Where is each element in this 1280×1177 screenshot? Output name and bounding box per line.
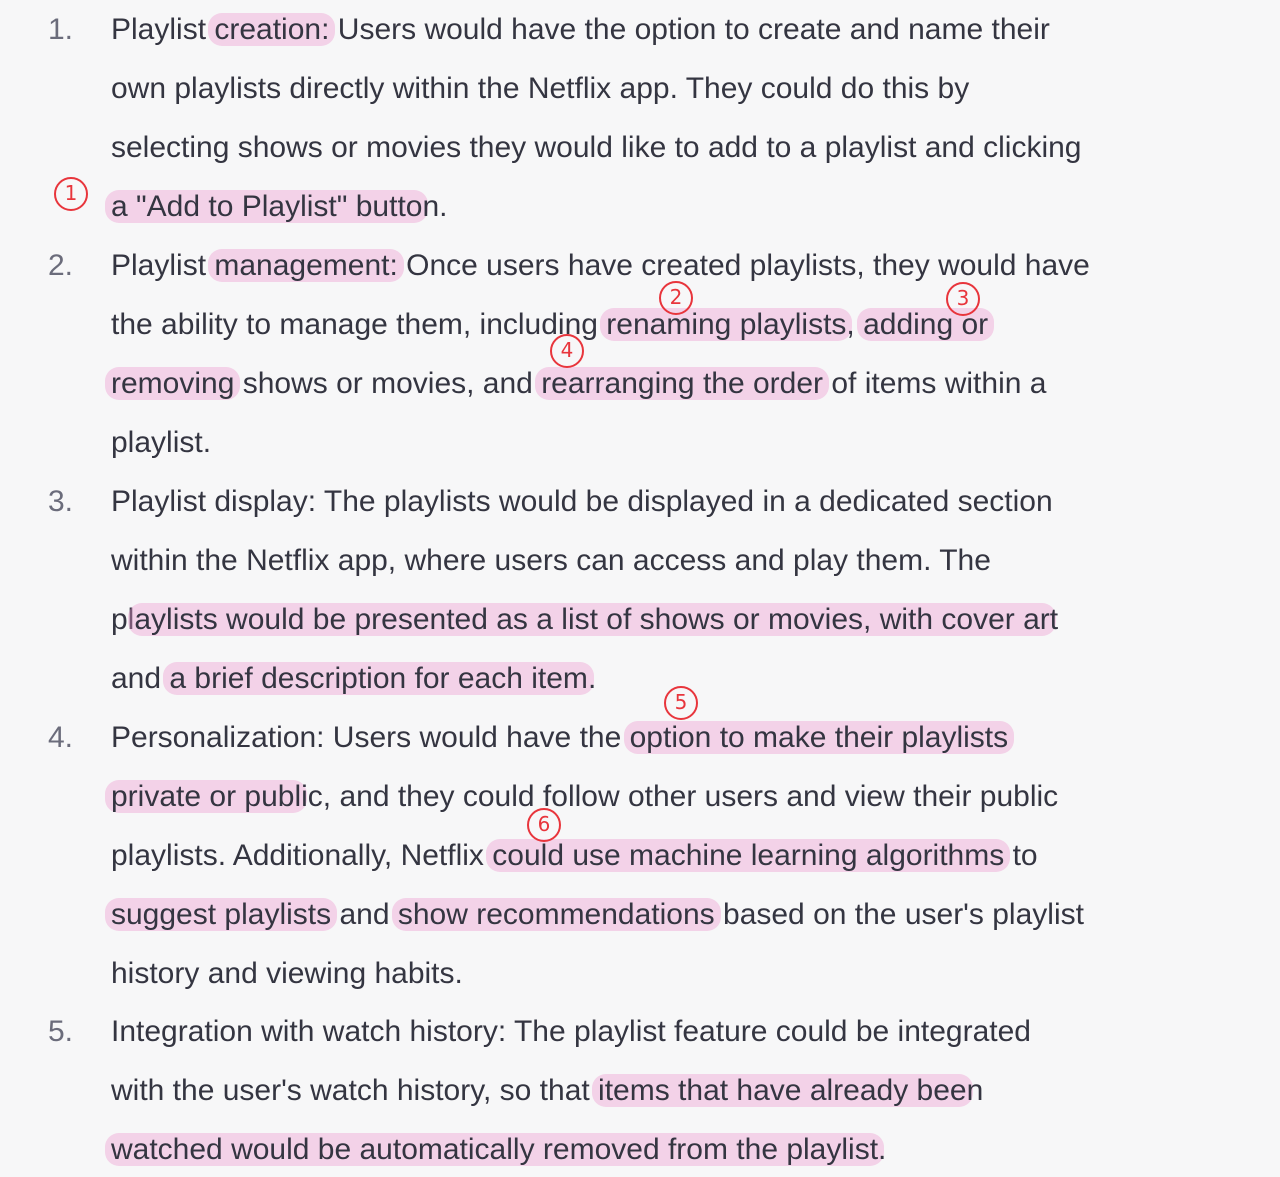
text-line bbox=[111, 472, 1261, 531]
highlighted-text: rearranging the order bbox=[535, 367, 829, 400]
text-segment: n bbox=[966, 1074, 984, 1107]
text-segment: n. bbox=[422, 190, 448, 223]
highlighted-text: creation: bbox=[208, 13, 335, 46]
highlighted-text: a brief description for each item bbox=[163, 662, 594, 695]
text-segment: . bbox=[587, 662, 597, 695]
highlighted-text: suggest playlists bbox=[105, 898, 337, 931]
text-segment: Playlist bbox=[111, 249, 215, 282]
text-line bbox=[111, 1061, 1261, 1120]
highlighted-text: management: bbox=[208, 249, 403, 282]
text-segment: playlists. Additionally, Netflix bbox=[111, 839, 493, 872]
text-segment: Playlist display: The playlists would be displayed in a dedicated section bbox=[111, 485, 1053, 518]
text-segment: the ability to manage them, including bbox=[111, 308, 607, 341]
text-line bbox=[111, 944, 1261, 1003]
text-line bbox=[111, 885, 1261, 944]
text-segment: own playlists directly within the Netflix app. They could do this by bbox=[111, 72, 970, 105]
text-segment: pl bbox=[111, 603, 135, 636]
list-number: 4. bbox=[48, 721, 74, 754]
text-segment: shows or movies, and bbox=[234, 367, 542, 400]
text-line bbox=[111, 118, 1261, 177]
annotation-marker-5: 5 bbox=[664, 686, 698, 720]
text-line bbox=[111, 177, 1261, 236]
text-segment: selecting shows or movies they would like to add to a playlist and clicking bbox=[111, 131, 1082, 164]
list-number: 3. bbox=[48, 485, 74, 518]
list-item-text bbox=[111, 472, 1261, 708]
annotation-marker-4: 4 bbox=[550, 334, 584, 368]
text-segment: Integration with watch history: The playlist feature could be integrated bbox=[111, 1015, 1031, 1048]
text-segment: with the user's watch history, so that bbox=[111, 1074, 599, 1107]
text-line bbox=[111, 59, 1261, 118]
highlighted-text: renaming playlists bbox=[600, 308, 852, 341]
text-segment: within the Netflix app, where users can access and play them. The bbox=[111, 544, 991, 577]
list-number: 2. bbox=[48, 249, 74, 282]
text-line bbox=[111, 826, 1261, 885]
highlighted-text: option to make their playlists bbox=[624, 721, 1015, 754]
highlighted-text: aylists would be presented as a list of shows or movies, with cover ar bbox=[128, 603, 1055, 636]
highlighted-text: could use machine learning algorithms bbox=[486, 839, 1010, 872]
text-line bbox=[111, 354, 1261, 413]
text-segment: history and viewing habits. bbox=[111, 957, 463, 990]
annotation-marker-2: 2 bbox=[659, 281, 693, 315]
list-number: 1. bbox=[48, 13, 74, 46]
list-item-text bbox=[111, 236, 1261, 472]
text-segment: Personalization: Users would have the bbox=[111, 721, 630, 754]
highlighted-text: watched would be automatically removed from the playlist bbox=[105, 1133, 884, 1166]
text-segment: Users would have the option to create and name their bbox=[329, 13, 1050, 46]
list-item-text bbox=[111, 1002, 1261, 1177]
text-segment: . bbox=[878, 1133, 887, 1166]
highlighted-text: show recommendations bbox=[392, 898, 721, 931]
text-segment: to bbox=[1004, 839, 1038, 872]
annotation-marker-1: 1 bbox=[54, 177, 88, 211]
highlighted-text: removing bbox=[105, 367, 240, 400]
annotation-marker-6: 6 bbox=[527, 808, 561, 842]
text-segment: based on the user's playlist bbox=[714, 898, 1084, 931]
list-number: 5. bbox=[48, 1015, 74, 1048]
text-segment: of items within a bbox=[823, 367, 1047, 400]
text-segment: Once users have created playlists, they would have bbox=[397, 249, 1090, 282]
text-segment: Playlist bbox=[111, 13, 215, 46]
annotation-marker-3: 3 bbox=[946, 282, 980, 316]
text-line bbox=[111, 1120, 1261, 1177]
list-item-text bbox=[111, 0, 1261, 236]
text-line bbox=[111, 0, 1261, 59]
highlighted-text: a "Add to Playlist" butto bbox=[105, 190, 428, 223]
text-line bbox=[111, 413, 1261, 472]
text-segment: t bbox=[1049, 603, 1059, 636]
text-segment: and bbox=[331, 898, 398, 931]
text-segment: ic, and they could follow other users and view their public bbox=[301, 780, 1059, 813]
text-line bbox=[111, 531, 1261, 590]
highlighted-text: adding or bbox=[857, 308, 994, 341]
text-segment: playlist. bbox=[111, 426, 212, 459]
highlighted-text: items that have already bee bbox=[592, 1074, 973, 1107]
text-line bbox=[111, 1002, 1261, 1061]
text-segment: and bbox=[111, 662, 170, 695]
highlighted-text: private or publ bbox=[105, 780, 307, 813]
text-line bbox=[111, 767, 1261, 826]
list-item-text bbox=[111, 708, 1261, 1003]
text-line bbox=[111, 590, 1261, 649]
text-segment: , bbox=[846, 308, 864, 341]
